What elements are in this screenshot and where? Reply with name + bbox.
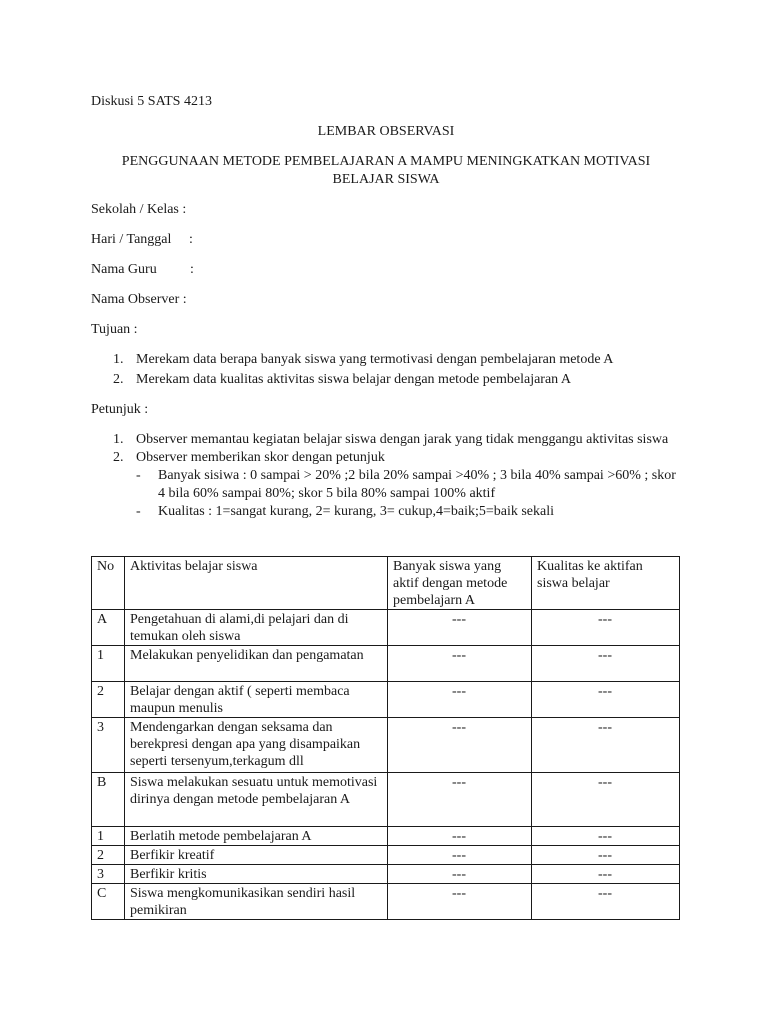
cell-activity: Mendengarkan dengan seksama dan berekpresi dengan apa yang disampaikan seperti tersenyum,terkagum dll bbox=[125, 718, 388, 773]
cell-activity: Siswa melakukan sesuatu untuk memotivasi dirinya dengan metode pembelajaran A bbox=[125, 773, 388, 827]
cell-no: B bbox=[92, 773, 125, 827]
cell-no: 1 bbox=[92, 646, 125, 682]
table-row bbox=[92, 773, 680, 827]
cell-count: --- bbox=[388, 718, 532, 773]
dash-bullet: - bbox=[136, 504, 141, 519]
field-label: Sekolah / Kelas : bbox=[91, 202, 187, 217]
cell-activity: Berfikir kritis bbox=[125, 865, 388, 884]
cell-no: 2 bbox=[92, 682, 125, 718]
cell-quality: --- bbox=[532, 846, 680, 865]
table-row bbox=[92, 610, 680, 646]
cell-activity: Berlatih metode pembelajaran A bbox=[125, 827, 388, 846]
tujuan-list bbox=[91, 351, 681, 389]
sub-list-item bbox=[136, 467, 681, 503]
cell-activity: Siswa mengkomunikasikan sendiri hasil pemikiran bbox=[125, 884, 388, 920]
field-nama-observer bbox=[91, 291, 681, 309]
field-label: Nama Guru bbox=[91, 262, 157, 277]
table-row bbox=[92, 827, 680, 846]
observation-table bbox=[91, 556, 680, 920]
cell-no: 3 bbox=[92, 718, 125, 773]
cell-activity: Berfikir kreatif bbox=[125, 846, 388, 865]
table-row bbox=[92, 865, 680, 884]
field-sekolah-kelas bbox=[91, 201, 681, 219]
table-row bbox=[92, 646, 680, 682]
cell-activity: Melakukan penyelidikan dan pengamatan bbox=[125, 646, 388, 682]
petunjuk-list bbox=[91, 431, 681, 521]
cell-quality: --- bbox=[532, 682, 680, 718]
list-text: Observer memberikan skor dengan petunjuk bbox=[136, 450, 385, 465]
list-item bbox=[91, 449, 681, 521]
field-colon: : bbox=[189, 232, 193, 247]
list-item bbox=[91, 371, 681, 389]
course-code: Diskusi 5 SATS 4213 bbox=[91, 94, 212, 109]
cell-no: 1 bbox=[92, 827, 125, 846]
field-label: Hari / Tanggal bbox=[91, 232, 172, 247]
tujuan-label: Tujuan : bbox=[91, 322, 138, 337]
cell-quality: --- bbox=[532, 646, 680, 682]
cell-no: 2 bbox=[92, 846, 125, 865]
cell-quality: --- bbox=[532, 773, 680, 827]
table-header-row bbox=[92, 557, 680, 610]
cell-quality: --- bbox=[532, 865, 680, 884]
cell-count: --- bbox=[388, 827, 532, 846]
list-text: Observer memantau kegiatan belajar siswa dengan jarak yang tidak menggangu aktivitas siswa bbox=[136, 432, 669, 447]
document-subtitle-line2: BELAJAR SISWA bbox=[332, 172, 440, 187]
header-no: No bbox=[92, 557, 125, 610]
sub-list-text: Banyak sisiwa : 0 sampai > 20% ;2 bila 20% sampai >40% ; 3 bila 40% sampai >60% ; skor 4 bila 60% sampai 80%; skor 5 bila 80% sampai 100% aktif bbox=[158, 468, 676, 501]
cell-count: --- bbox=[388, 884, 532, 920]
document-title: LEMBAR OBSERVASI bbox=[317, 124, 455, 139]
field-hari-tanggal bbox=[91, 231, 681, 249]
cell-count: --- bbox=[388, 682, 532, 718]
cell-count: --- bbox=[388, 610, 532, 646]
cell-count: --- bbox=[388, 846, 532, 865]
cell-count: --- bbox=[388, 646, 532, 682]
sub-list-text: Kualitas : 1=sangat kurang, 2= kurang, 3= cukup,4=baik;5=baik sekali bbox=[158, 504, 555, 519]
cell-count: --- bbox=[388, 773, 532, 827]
list-item bbox=[91, 351, 681, 369]
cell-no: A bbox=[92, 610, 125, 646]
table-row bbox=[92, 846, 680, 865]
header-activity: Aktivitas belajar siswa bbox=[125, 557, 388, 610]
dash-bullet: - bbox=[136, 468, 141, 483]
cell-no: C bbox=[92, 884, 125, 920]
table-row bbox=[92, 884, 680, 920]
field-nama-guru bbox=[91, 261, 681, 279]
sub-list-item bbox=[136, 503, 681, 521]
petunjuk-label: Petunjuk : bbox=[91, 402, 149, 417]
table-row bbox=[92, 682, 680, 718]
cell-quality: --- bbox=[532, 718, 680, 773]
field-colon: : bbox=[190, 262, 194, 277]
cell-quality: --- bbox=[532, 884, 680, 920]
list-number: 1. bbox=[113, 352, 124, 367]
cell-activity: Belajar dengan aktif ( seperti membaca maupun menulis bbox=[125, 682, 388, 718]
document-page bbox=[91, 93, 681, 521]
list-text: Merekam data kualitas aktivitas siswa belajar dengan metode pembelajaran A bbox=[136, 372, 572, 387]
cell-quality: --- bbox=[532, 610, 680, 646]
document-subtitle-line1: PENGGUNAAN METODE PEMBELAJARAN A MAMPU MENINGKATKAN MOTIVASI bbox=[121, 154, 651, 169]
header-quality: Kualitas ke aktifan siswa belajar bbox=[532, 557, 680, 610]
list-text: Merekam data berapa banyak siswa yang termotivasi dengan pembelajaran metode A bbox=[136, 352, 614, 367]
field-label: Nama Observer : bbox=[91, 292, 187, 307]
table-row bbox=[92, 718, 680, 773]
cell-count: --- bbox=[388, 865, 532, 884]
list-number: 2. bbox=[113, 372, 124, 387]
cell-no: 3 bbox=[92, 865, 125, 884]
cell-activity: Pengetahuan di alami,di pelajari dan di temukan oleh siswa bbox=[125, 610, 388, 646]
header-count: Banyak siswa yang aktif dengan metode pembelajarn A bbox=[388, 557, 532, 610]
petunjuk-sub-list bbox=[136, 467, 681, 521]
cell-quality: --- bbox=[532, 827, 680, 846]
list-item bbox=[91, 431, 681, 449]
list-number: 1. bbox=[113, 432, 124, 447]
list-number: 2. bbox=[113, 450, 124, 465]
